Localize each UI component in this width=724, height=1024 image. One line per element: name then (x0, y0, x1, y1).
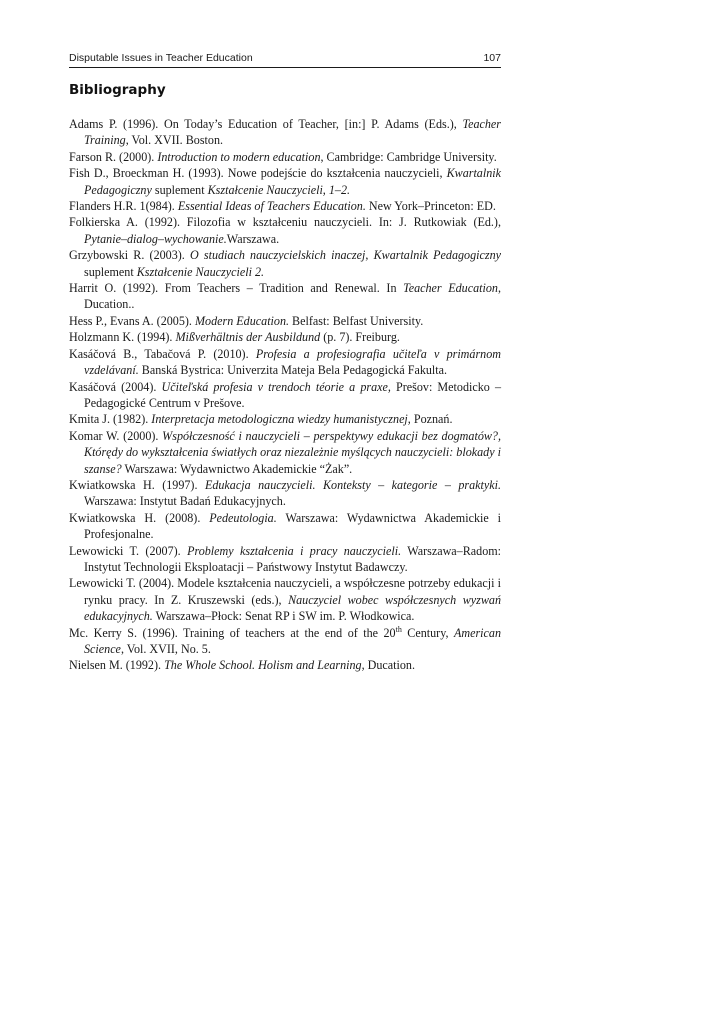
italic-title: Edukacja nauczycieli. Konteksty – kategorie – praktyki. (204, 477, 501, 492)
entry-text: Flanders H.R. 1(984). (69, 199, 178, 214)
entry-text: (p. 7). Freiburg. (320, 330, 400, 345)
italic-title: Modern Education. (194, 313, 290, 328)
section-heading: Bibliography (69, 82, 166, 98)
entry-text: Folkierska A. (1992). Filozofia w kształceniu nauczycieli. In: J. Rutkowiak (Ed.), (69, 215, 501, 230)
italic-title: Nauczyciel wobec współczesnych wyzwań edukacyjnych. (84, 592, 501, 624)
bibliography-entry (69, 411, 501, 427)
entry-text: , Vol. XVII, No. 5. (120, 642, 211, 656)
bibliography-entry (69, 149, 501, 165)
running-head (69, 51, 501, 68)
italic-title: Kwartalnik Pedagogiczny (373, 248, 501, 263)
bibliography-entry (69, 625, 501, 658)
entry-text: Hess P., Evans A. (2005). (69, 313, 195, 328)
bibliography-entry (69, 379, 501, 412)
entry-text: Warszawa: Wydawnictwo Akademickie “Żak”. (121, 461, 353, 476)
entry-text: Ducation. (364, 658, 415, 673)
entry-text: Mc. Kerry S. (1996). Training of teachers at the end of the 20 (69, 625, 396, 640)
entry-text: Warszawa: Instytut Badań Edukacyjnych. (84, 494, 286, 509)
italic-title: American Science (84, 625, 501, 656)
entry-text: Warszawa–Radom: Instytut Technologii Eksploatacji – Państwowy Instytut Badawczy. (84, 543, 502, 574)
entry-text: Adams P. (1996). On Today’s Education of Teacher, [in:] P. Adams (Eds.), (69, 117, 463, 131)
italic-title: Interpretacja metodologiczna wiedzy humanistycznej, (151, 412, 411, 427)
italic-title: Teacher Training (84, 117, 501, 148)
entry-text: , Cambridge: Cambridge University. (320, 149, 497, 164)
bibliography-entry (69, 346, 501, 379)
entry-text: Holzmann K. (1994). (69, 330, 176, 345)
entry-text: Kwiatkowska H. (2008). (69, 510, 210, 525)
bibliography-entry (69, 247, 501, 280)
italic-title: Kształcenie Nauczycieli 2. (136, 264, 265, 279)
entry-text: New York–Princeton: ED. (365, 199, 496, 214)
italic-title: Mißverhältnis der Ausbildund (175, 330, 321, 345)
italic-title: Essential Ideas of Teachers Education. (177, 199, 366, 214)
entry-text: suplement (151, 182, 208, 197)
entry-text: Fish D., Broeckman H. (1993). Nowe podejście do kształcenia nauczycieli, (69, 166, 447, 181)
italic-title: Kwartalnik Pedagogiczny (84, 166, 501, 197)
italic-title: Pytanie–dialog–wychowanie. (84, 231, 227, 246)
entry-text: Kmita J. (1982). (69, 412, 152, 427)
bibliography-entry (69, 165, 501, 198)
italic-title: Teacher Education (403, 281, 498, 296)
entry-text: Century, (401, 625, 454, 640)
entry-text: suplement (84, 264, 137, 279)
page-number: 107 (483, 52, 501, 64)
entry-text: Harrit O. (1992). From Teachers – Tradition and Renewal. In (69, 281, 404, 296)
bibliography-entry (69, 575, 501, 624)
italic-title: O studiach nauczycielskich inaczej (189, 248, 366, 263)
bibliography-entry (69, 313, 501, 329)
bibliography-entry (69, 477, 501, 510)
italic-title: Introduction to modern education (157, 149, 321, 164)
bibliography-entry (69, 657, 501, 673)
bibliography-entry (69, 543, 501, 576)
italic-title: Pedeutologia. (209, 510, 277, 525)
entry-text: Kwiatkowska H. (1997). (69, 477, 205, 492)
italic-title: Współczesność i nauczycieli – perspektywy edukacji bez dogmatów?, Którędy do wykształcenia światłych oraz niezależnie myślących nauczycieli: blokady i szanse? (84, 428, 502, 476)
bibliography-entry (69, 280, 501, 313)
italic-title: Problemy kształcenia i pracy nauczycieli. (187, 543, 402, 558)
entry-text: Kasáčová B., Tabačová P. (2010). (69, 346, 256, 361)
entry-text: Nielsen M. (1992). (69, 658, 165, 673)
bibliography-entry (69, 198, 501, 214)
entry-text: , Ducation.. (84, 281, 501, 312)
italic-title: The Whole School. Holism and Learning, (164, 658, 365, 673)
entry-text: Poznań. (410, 412, 453, 427)
entry-text: Grzybowski R. (2003). (69, 248, 190, 263)
entry-text: Farson R. (2000). (69, 149, 158, 164)
entry-text: Warszawa–Płock: Senat RP i SW im. P. Włodkowica. (152, 609, 415, 624)
entry-text: Lewowicki T. (2007). (69, 543, 188, 558)
entry-text: Lewowicki T. (2004). Modele kształcenia nauczycieli, a współczesne potrzeby edukacji i rynku pracy. In Z. Kruszewski (eds.), (69, 576, 501, 607)
bibliography-entry (69, 329, 501, 345)
italic-title: Učiteľská profesia v trendoch téorie a praxe, (161, 379, 391, 394)
italic-title: Kształcenie Nauczycieli, 1–2. (207, 182, 351, 197)
bibliography-entry (69, 510, 501, 543)
entry-text: Belfast: Belfast University. (289, 313, 424, 328)
bibliography-entry (69, 214, 501, 247)
entry-text: Prešov: Metodicko – Pedagogické Centrum v Prešove. (84, 379, 501, 410)
italic-title: Profesia a profesiografia učiteľa v primárnom vzdelávaní. (84, 346, 501, 378)
superscript: th (395, 624, 402, 634)
entry-text: , (365, 248, 374, 263)
entry-text: , Vol. XVII. Boston. (125, 133, 224, 148)
bibliography-entry (69, 116, 501, 149)
entry-text: Warszawa: Wydawnictwa Akademickie i Profesjonalne. (84, 510, 501, 542)
running-head-title: Disputable Issues in Teacher Education (69, 52, 253, 64)
entry-text: Kasáčová (2004). (69, 379, 162, 394)
entry-text: Komar W. (2000). (69, 428, 163, 443)
bibliography-list (69, 116, 501, 674)
entry-text: Warszawa. (226, 231, 280, 246)
entry-text: Banská Bystrica: Univerzita Mateja Bela Pedagogická Fakulta. (138, 363, 448, 378)
bibliography-entry (69, 428, 501, 477)
